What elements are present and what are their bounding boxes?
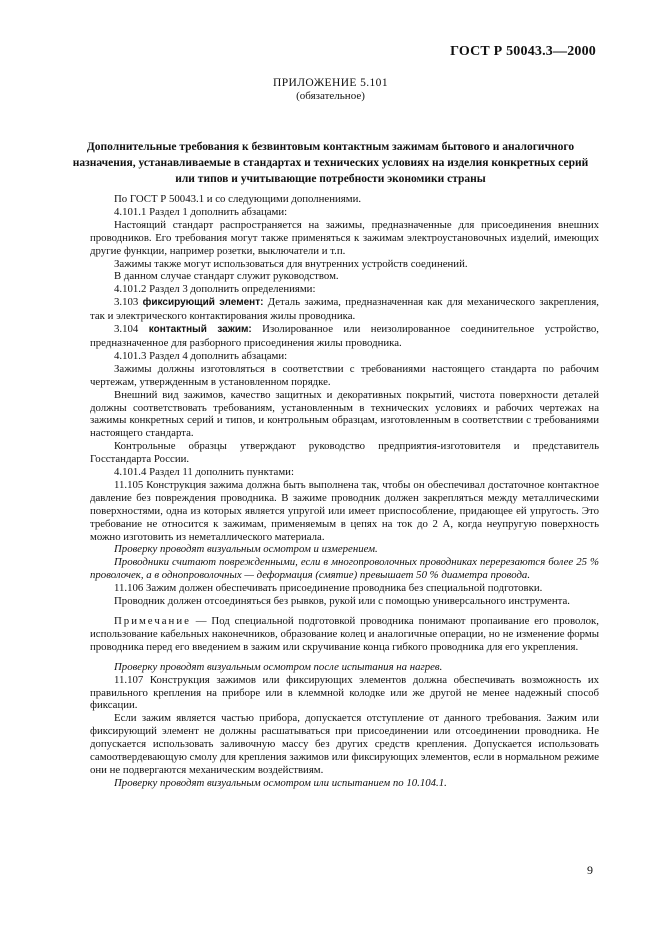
standard-code: ГОСТ Р 50043.3—2000 xyxy=(450,44,596,59)
verification-note: Проверку проводят визуальным осмотром или испытанием по 10.104.1. xyxy=(114,776,447,789)
paragraph: Зажимы также могут использоваться для внутренних устройств соединений. xyxy=(114,257,468,270)
clause-4-101-1: 4.101.1 Раздел 1 дополнить абзацами: xyxy=(114,205,288,218)
paragraph: Зажимы должны изготовляться в соответствии с требованиями настоящего стандарта по рабочим чертежам, утвержденным в установленном порядке. xyxy=(90,362,599,388)
definition-term: контактный зажим: xyxy=(148,324,252,336)
verification-note: Проверку проводят визуальным осмотром и измерением. xyxy=(114,543,378,556)
clause-11-107: 11.107 Конструкция зажимов или фиксирующих элементов должна обеспечивать возможность их правильного крепления на приборе или в клеммной колодке или же другой не менее надежный способ фиксации. xyxy=(90,673,599,712)
paragraph: Контрольные образцы утверждают руководство предприятия-изготовителя и представитель Госстандарта России. xyxy=(90,440,599,466)
clause-11-106: 11.106 Зажим должен обеспечивать присоединение проводника без специальной подготовки. xyxy=(114,582,543,595)
appendix-subtitle: (обязательное) xyxy=(296,90,365,102)
definition-number: 3.104 xyxy=(114,323,139,336)
document-body xyxy=(90,193,599,790)
paragraph: Настоящий стандарт распространяется на зажимы, предназначенные для присоединения внешних проводников. Его требования могут также применяться к зажимам электроустановочных изделий, имеющих другие функции, например розетки, выключатели и т.п. xyxy=(90,218,599,257)
paragraph: По ГОСТ Р 50043.1 и со следующими дополнениями. xyxy=(114,193,362,205)
definition-3-104 xyxy=(90,323,599,350)
definition-text: Изолированное или неизолированное соединительное устройство, предназначенное для разборного присоединения жилы проводника. xyxy=(90,323,600,349)
definition-3-103 xyxy=(90,296,599,323)
paragraph: Если зажим является частью прибора, допускается отступление от данного требования. Зажим или фиксирующий элемент не должны расшатываться при присоединении или отсоединении проводника. Не допускается использовать заливочную массу без других средств крепления. Допускается использовать самоотвердевающую смолу для крепления зажимов или фиксирующих элементов, если в нормальном режиме они не подвергаются механическим воздействиям. xyxy=(90,712,599,776)
definition-text: Деталь зажима, предназначенная как для механического закрепления, так и электрического контактирования жилы проводника. xyxy=(90,296,600,323)
paragraph: В данном случае стандарт служит руководством. xyxy=(114,270,339,283)
note-label: Примечание xyxy=(114,615,191,627)
paragraph: Внешний вид зажимов, качество защитных и декоративных покрытий, чистота поверхности деталей должны соответствовать требованиям, установленным в технических условиях и рабочих чертежах на зажимы конкретных серий и типов, и контрольным образцам, изготовленным в соответствии с требованиями настоящего стандарта. xyxy=(90,388,599,440)
paragraph: Проводник должен отсоединяться без рывков, рукой или с помощью универсального инструмента. xyxy=(114,595,570,608)
clause-11-105: 11.105 Конструкция зажима должна быть выполнена так, чтобы он обеспечивал достаточное контактное давление без повреждения проводника. В зажиме проводник должен закрепляться между металлическими поверхностями, одна из которых является упругой или имеет приспособление, придающее ей упругость. Это требование не относится к зажимам, применяемым в цепях на ток до 2 А, когда неупругую поверхность можно изготовить из неметаллического материала. xyxy=(90,478,599,543)
note xyxy=(90,615,599,654)
definition-term: фиксирующий элемент: xyxy=(142,297,264,309)
clause-4-101-2: 4.101.2 Раздел 3 дополнить определениями: xyxy=(114,283,316,296)
verification-note: Проверку проводят визуальным осмотром после испытания на нагрев. xyxy=(114,660,443,673)
appendix-heading: Дополнительные требования к безвинтовым контактным зажимам бытового и аналогичного назначения, устанавливаемые в стандартах и технических условиях на изделия конкретных серий или типов и учитывающие потребности экономики страны xyxy=(72,141,589,185)
note-text: — Под специальной подготовкой проводника понимают пропаивание его проволок, использование кабельных наконечников, образование колец и аналогичные операции, но не изменение формы проводника перед его введением в зажим или скручивание конца гибкого проводника для его укрепления. xyxy=(90,615,599,653)
appendix-title: ПРИЛОЖЕНИЕ 5.101 xyxy=(273,77,388,89)
clause-4-101-3: 4.101.3 Раздел 4 дополнить абзацами: xyxy=(114,349,288,362)
page-number: 9 xyxy=(587,863,593,877)
clause-4-101-4: 4.101.4 Раздел 11 дополнить пунктами: xyxy=(114,466,294,479)
definition-number: 3.103 xyxy=(114,296,139,309)
damage-criteria: Проводники считают поврежденными, если в многопроволочных проводниках перерезаются более 25 % проволочек, а в однопроволочных — деформация (смятие) превышает 50 % диаметра провода. xyxy=(90,556,599,582)
